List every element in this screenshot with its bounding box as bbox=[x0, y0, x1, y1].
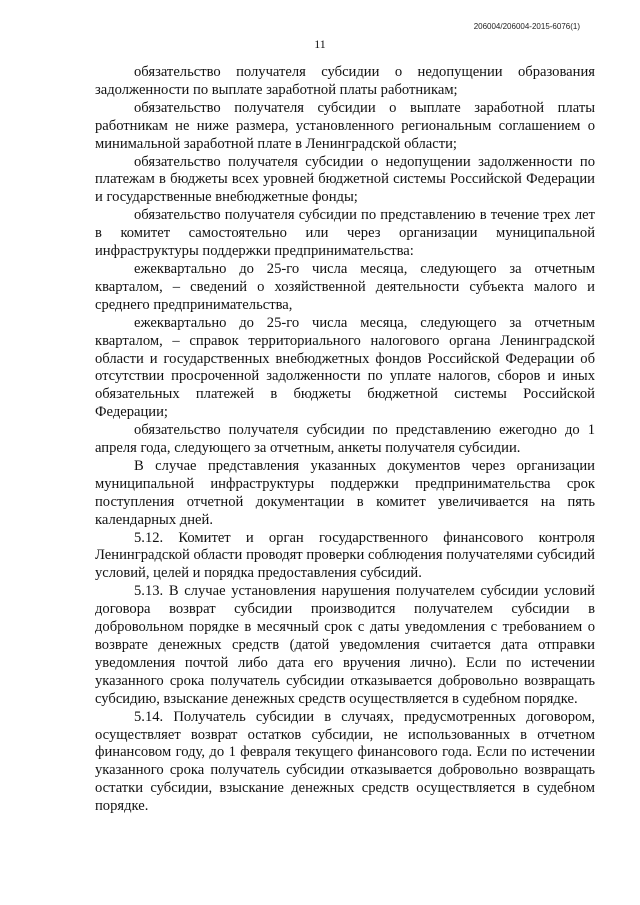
paragraph-11: 5.14. Получатель субсидии в случаях, предусмотренных договором, осуществляет возврат остатков субсидии, не использованных в отчетном финансовом году, до 1 февраля текущего финансового года. Если по истечении указанного срока получатель субсидии отказывается добровольно возвращать остатки субсидии, взыскание денежных средств осуществляется в судебном порядке. bbox=[95, 708, 595, 815]
paragraph-3: обязательство получателя субсидии о недопущении задолженности по платежам в бюджеты всех уровней бюджетной системы Российской Федерации и государственные внебюджетные фонды; bbox=[95, 153, 595, 206]
paragraph-4: обязательство получателя субсидии по представлению в течение трех лет в комитет самостоятельно или через организации муниципальной инфраструктуры поддержки предпринимательства: bbox=[95, 207, 595, 260]
document-id: 206004/206004-2015-6076(1) bbox=[473, 22, 580, 31]
paragraph-7: обязательство получателя субсидии по представлению ежегодно до 1 апреля года, следующего за отчетным, анкеты получателя субсидии. bbox=[95, 422, 595, 457]
paragraph-9: 5.12. Комитет и орган государственного финансового контроля Ленинградской области проводят проверки соблюдения получателями субсидий условий, целей и порядка предоставления субсидий. bbox=[95, 529, 595, 582]
paragraph-10: 5.13. В случае установления нарушения получателем субсидии условий договора возврат субсидии производится получателем субсидии в добровольном порядке в месячный срок с даты уведомления с требованием о возврате денежных средств (датой уведомления считается дата отправки уведомления почтой либо дата его вручения лично). Если по истечении указанного срока получатель субсидии отказывается добровольно возвращать субсидию, взыскание денежных средств осуществляется в судебном порядке. bbox=[95, 583, 595, 707]
page-number: 11 bbox=[314, 37, 326, 51]
paragraph-5: ежеквартально до 25-го числа месяца, следующего за отчетным кварталом, – сведений о хозяйственной деятельности субъекта малого и среднего предпринимательства, bbox=[95, 260, 595, 313]
paragraph-8: В случае представления указанных документов через организации муниципальной инфраструктуры поддержки предпринимательства срок поступления отчетной документации в комитет увеличивается на пять календарных дней. bbox=[95, 457, 595, 528]
document-body bbox=[95, 64, 595, 816]
paragraph-1: обязательство получателя субсидии о недопущении образования задолженности по выплате заработной платы работникам; bbox=[95, 64, 595, 98]
paragraph-2: обязательство получателя субсидии о выплате заработной платы работникам не ниже размера, установленного региональным соглашением о минимальной заработной плате в Ленинградской области; bbox=[95, 99, 595, 152]
paragraph-6: ежеквартально до 25-го числа месяца, следующего за отчетным кварталом, – справок территориального налогового органа Ленинградской области и государственных внебюджетных фондов Российской Федерации об отсутствии просроченной задолженности по уплате налогов, сборов и иных обязательных платежей в бюджеты бюджетной системы Российской Федерации; bbox=[95, 314, 595, 421]
